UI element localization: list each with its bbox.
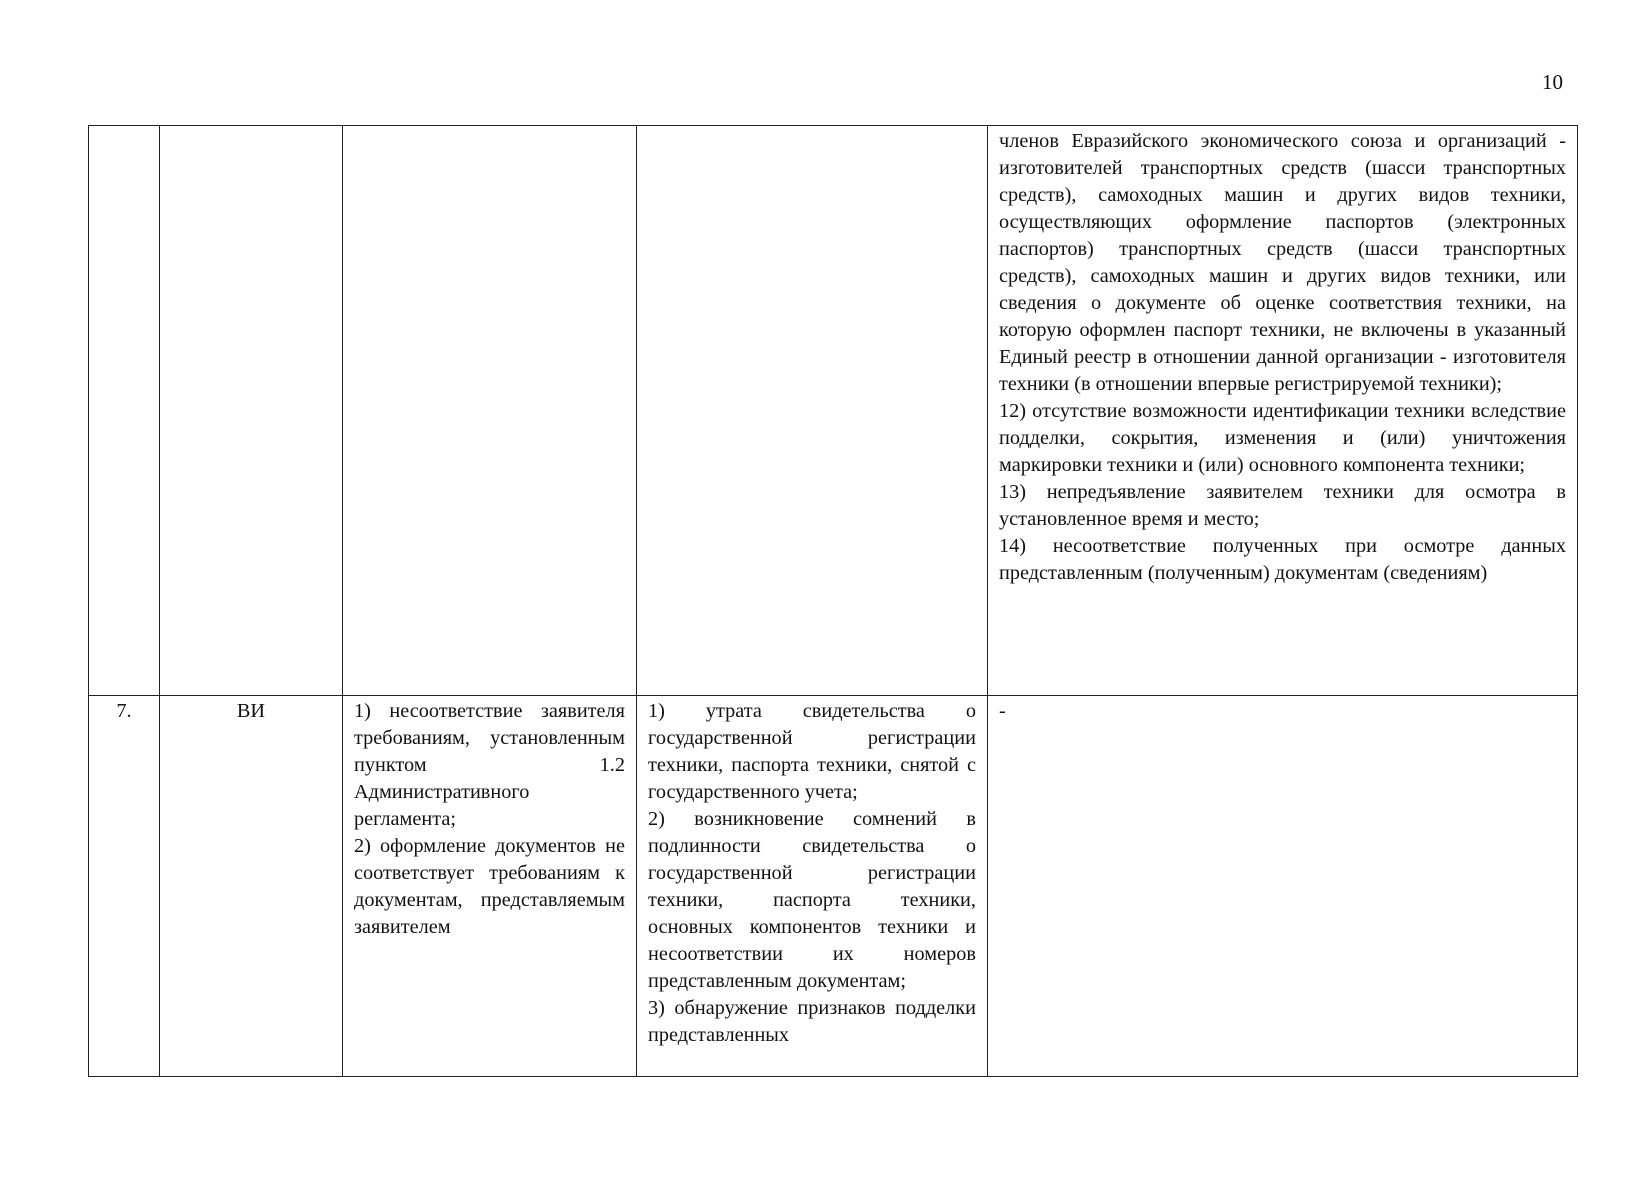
cell-code	[160, 126, 343, 696]
cell-grounds-b	[637, 126, 988, 696]
cell-grounds-c	[988, 126, 1578, 696]
table-row-7	[89, 696, 1578, 1077]
paragraph: 1) утрата свидетельства о государственной регистрации техники, паспорта техники, снятой с государственного учета;	[648, 700, 976, 803]
paragraph: 13) непредъявление заявителем техники для осмотра в установленное время и место;	[999, 481, 1566, 530]
table-row-continued	[89, 126, 1578, 696]
paragraph: 14) несоответствие полученных при осмотре данных представленным (полученным) документам (сведениям)	[999, 535, 1566, 584]
cell-grounds-b	[637, 696, 988, 1077]
cell-grounds-c: -	[988, 696, 1578, 1077]
paragraph: 12) отсутствие возможности идентификации техники вследствие подделки, сокрытия, изменения и (или) уничтожения маркировки техники и (или) основного компонента техники;	[999, 400, 1566, 476]
page-number: 10	[1542, 70, 1563, 94]
cell-number: 7.	[89, 696, 160, 1077]
paragraph: 1) несоответствие заявителя требованиям, установленным пунктом 1.2 Административного регламента;	[354, 700, 625, 830]
cell-number	[89, 126, 160, 696]
regulation-table	[88, 125, 1578, 1077]
cell-code: ВИ	[160, 696, 343, 1077]
paragraph: 3) обнаружение признаков подделки представленных	[648, 997, 976, 1046]
paragraph: 2) оформление документов не соответствует требованиям к документам, представляемым заявителем	[354, 835, 625, 938]
cell-grounds-a	[343, 696, 637, 1077]
paragraph: членов Евразийского экономического союза и организаций - изготовителей транспортных средств (шасси транспортных средств), самоходных машин и других видов техники, осуществляющих оформление паспортов (электронных паспортов) транспортных средств (шасси транспортных средств), самоходных машин и других видов техники, или сведения о документе об оценке соответствия техники, на которую оформлен паспорт техники, не включены в указанный Единый реестр в отношении данной организации - изготовителя техники (в отношении впервые регистрируемой техники);	[999, 130, 1566, 395]
paragraph: 2) возникновение сомнений в подлинности свидетельства о государственной регистрации техники, паспорта техники, основных компонентов техники и несоответствии их номеров представленным документам;	[648, 808, 976, 992]
cell-grounds-a	[343, 126, 637, 696]
